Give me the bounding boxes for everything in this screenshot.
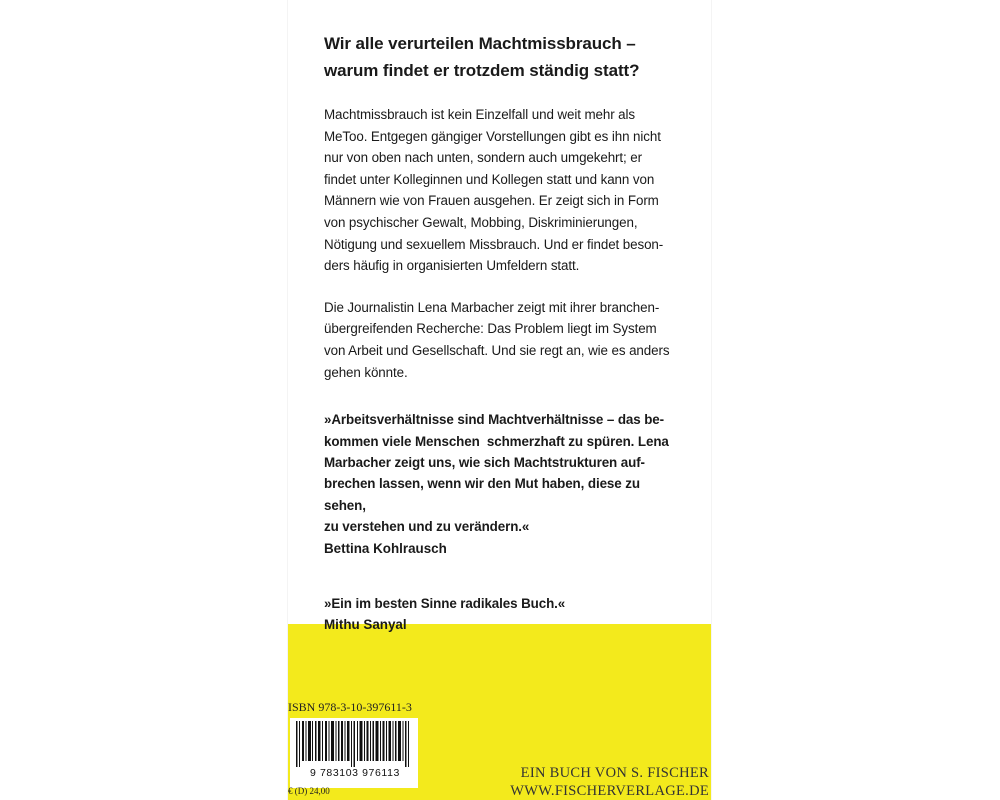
publisher-website: WWW.FISCHERVERLAGE.DE [510, 783, 709, 799]
publisher-line: EIN BUCH VON S. FISCHER [520, 765, 709, 781]
quote-author: Bettina Kohlrausch [324, 540, 447, 556]
text-line: ders häufig in organisierten Umfeldern statt. [324, 258, 580, 274]
text-line: übergreifenden Recherche: Das Problem liegt im System [324, 321, 657, 337]
price-label: € (D) 24,00 [288, 786, 330, 796]
isbn-label: ISBN 978-3-10-397611-3 [288, 700, 412, 714]
text-line: von Arbeit und Gesellschaft. Und sie regt an, wie es anders [324, 342, 670, 358]
barcode-number: 9 783103 976113 [310, 767, 400, 779]
quote-author: Mithu Sanyal [324, 617, 407, 633]
publisher-block [510, 764, 709, 800]
text-line: Männern wie von Frauen ausgehen. Er zeigt sich in Form [324, 193, 659, 209]
quote-line: zu verstehen und zu verändern.« [324, 519, 530, 535]
text-line: Nötigung und sexuellem Missbrauch. Und er findet beson- [324, 236, 664, 252]
text-line: Die Journalistin Lena Marbacher zeigt mit ihrer branchen- [324, 299, 660, 315]
blurb-column [324, 30, 674, 670]
blurb-paragraph [324, 297, 674, 383]
headline-line: warum findet er trotzdem ständig statt? [324, 61, 640, 80]
barcode-bars [296, 721, 412, 767]
headline [324, 30, 674, 84]
headline-line: Wir alle verurteilen Machtmissbrauch – [324, 34, 636, 53]
quote-line: kommen viele Menschen schmerzhaft zu spüren. Lena [324, 433, 669, 449]
text-line: MeToo. Entgegen gängiger Vorstellungen gibt es ihn nicht [324, 128, 661, 144]
text-line: gehen könnte. [324, 364, 408, 380]
review-quote [324, 593, 674, 614]
quote-line: Marbacher zeigt uns, wie sich Machtstrukturen auf- [324, 454, 645, 470]
text-line: findet unter Kolleginnen und Kollegen statt und kann von [324, 171, 655, 187]
barcode [290, 718, 418, 788]
review-quote [324, 409, 674, 537]
text-line: Machtmissbrauch ist kein Einzelfall und weit mehr als [324, 107, 635, 122]
quote-line: »Arbeitsverhältnisse sind Machtverhältnisse – das be- [324, 412, 665, 428]
text-line: nur von oben nach unten, sondern auch umgekehrt; er [324, 150, 642, 166]
quote-line: »Ein im besten Sinne radikales Buch.« [324, 595, 566, 611]
book-back-cover [288, 0, 711, 800]
blurb-paragraph [324, 104, 674, 277]
quote-line: brechen lassen, wenn wir den Mut haben, diese zu sehen, [324, 476, 640, 513]
text-line: von psychischer Gewalt, Mobbing, Diskriminierungen, [324, 214, 638, 230]
